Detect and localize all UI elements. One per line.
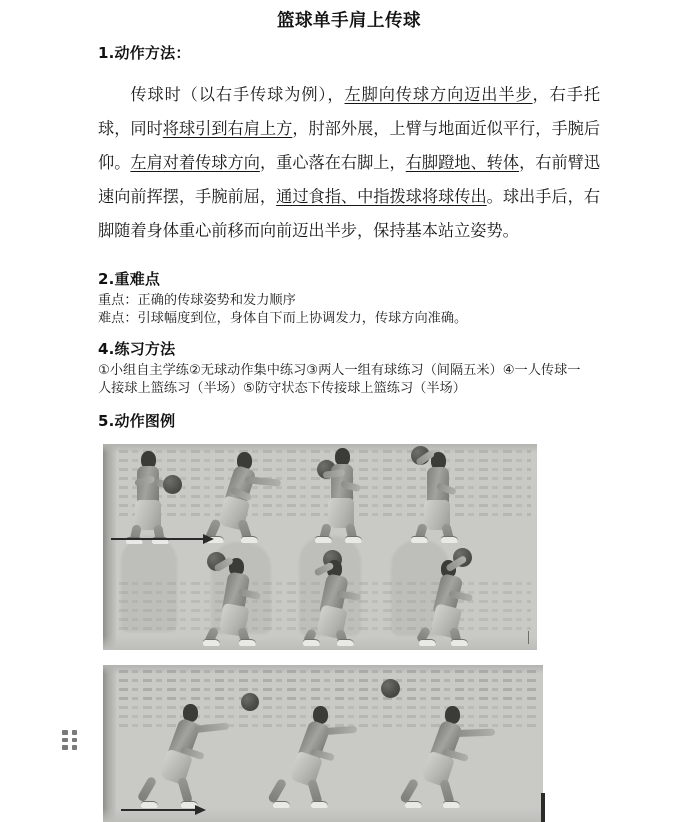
action-illustration-photo-1 <box>103 444 537 650</box>
handle-dot <box>72 738 78 743</box>
handle-dot <box>72 730 78 735</box>
paragraph-text: ，重心落在右脚上， <box>259 153 406 172</box>
action-illustration-photo-2 <box>103 665 543 822</box>
athlete-figure <box>303 550 383 646</box>
section-heading-5: 5.动作图例 <box>98 412 176 430</box>
section-heading-1: 1.动作方法： <box>98 44 191 62</box>
handle-dot <box>62 730 68 735</box>
paragraph-text: ，右前臂迅速向前挥摆，手腕前屈， <box>98 153 601 206</box>
scan-edge-rule <box>528 631 529 644</box>
athlete-figure <box>203 550 283 646</box>
paragraph-text: 。球出手后，右脚随着身体重心前移而向前迈出半步，保持基本站立姿势。 <box>98 187 601 240</box>
emphasised-phrase: 右脚蹬地、转体 <box>405 153 520 172</box>
ghost-athlete <box>121 536 177 632</box>
section-4-body <box>98 362 590 398</box>
emphasised-phrase: 左脚向传球方向迈出半步 <box>344 85 533 104</box>
page-edge-marker <box>541 793 545 822</box>
athlete-figure <box>141 700 233 810</box>
athlete-figure <box>403 698 503 810</box>
emphasised-phrase: 将球引到右肩上方 <box>162 119 293 138</box>
athlete-figure <box>403 446 473 544</box>
drag-handle-icon[interactable] <box>62 730 77 750</box>
handle-dot <box>62 738 68 743</box>
handle-dot <box>72 745 78 750</box>
athlete-figure <box>273 700 365 810</box>
direction-arrow <box>121 809 197 811</box>
section-1-paragraph <box>98 78 600 248</box>
scan-gutter-shadow <box>103 444 116 650</box>
paragraph-text: 传球时（以右手传球为例）， <box>130 85 345 104</box>
athlete-figure <box>311 448 379 544</box>
scan-gutter-shadow <box>103 665 116 822</box>
difficult-point-line: 难点：引球幅度到位，身体自下而上协调发力，传球方向准确。 <box>98 311 468 326</box>
key-point-line: 重点：正确的传球姿势和发力顺序 <box>98 293 296 308</box>
basketball-in-flight <box>381 679 400 698</box>
paragraph-text: ，右手托球，同时 <box>98 85 601 138</box>
practice-methods-line: ①小组自主学练②无球动作集中练习③两人一组有球练习（间隔五米）④一人传球一人接球上篮练习（半场）⑤防守状态下传接球上篮练习（半场） <box>98 363 581 396</box>
handle-dot <box>62 745 68 750</box>
athlete-figure <box>119 451 181 543</box>
athlete-figure <box>207 450 285 544</box>
section-heading-4: 4.练习方法 <box>98 340 176 358</box>
section-heading-2: 2.重难点 <box>98 270 161 288</box>
basketball-in-flight <box>241 693 259 711</box>
athlete-figure <box>419 548 499 646</box>
direction-arrow <box>111 538 205 540</box>
page-title: 篮球单手肩上传球 <box>277 11 421 31</box>
emphasised-phrase: 左肩对着传球方向 <box>130 153 260 172</box>
emphasised-phrase: 通过食指、中指拨球将球传出 <box>276 187 487 206</box>
paragraph-text: ，肘部外展，上臂与地面近似平行，手腕后仰。 <box>98 119 601 172</box>
section-2-body <box>98 292 568 328</box>
